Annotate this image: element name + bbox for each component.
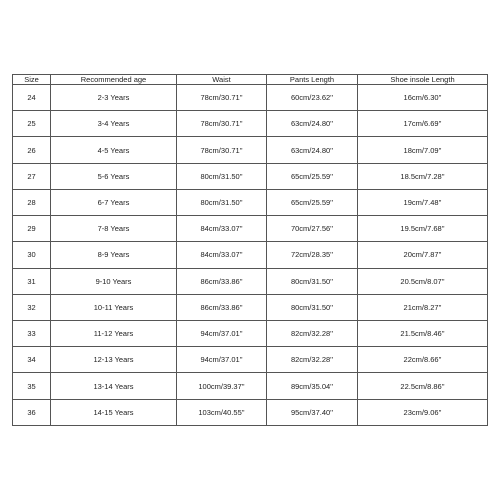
cell-pants-length: 63cm/24.80'' [267, 137, 358, 163]
table-body [13, 85, 488, 426]
table-row [13, 399, 488, 425]
cell-pants-length: 80cm/31.50'' [267, 268, 358, 294]
column-header-pants-length: Pants Length [267, 75, 358, 85]
cell-recommended-age: 10-11 Years [51, 294, 177, 320]
table-row [13, 347, 488, 373]
cell-waist: 94cm/37.01'' [177, 347, 267, 373]
cell-recommended-age: 6-7 Years [51, 189, 177, 215]
cell-waist: 100cm/39.37'' [177, 373, 267, 399]
cell-waist: 78cm/30.71'' [177, 111, 267, 137]
table-row [13, 242, 488, 268]
cell-pants-length: 80cm/31.50'' [267, 294, 358, 320]
cell-waist: 86cm/33.86'' [177, 268, 267, 294]
cell-recommended-age: 2-3 Years [51, 85, 177, 111]
cell-recommended-age: 13-14 Years [51, 373, 177, 399]
cell-waist: 78cm/30.71'' [177, 85, 267, 111]
table-row [13, 189, 488, 215]
cell-shoe-insole-length: 22.5cm/8.86'' [358, 373, 488, 399]
cell-recommended-age: 3-4 Years [51, 111, 177, 137]
cell-pants-length: 63cm/24.80'' [267, 111, 358, 137]
cell-shoe-insole-length: 21.5cm/8.46'' [358, 320, 488, 346]
cell-size: 31 [13, 268, 51, 294]
cell-waist: 84cm/33.07'' [177, 216, 267, 242]
cell-size: 33 [13, 320, 51, 346]
cell-size: 30 [13, 242, 51, 268]
table-row [13, 85, 488, 111]
table-row [13, 137, 488, 163]
cell-size: 28 [13, 189, 51, 215]
cell-waist: 84cm/33.07'' [177, 242, 267, 268]
cell-size: 35 [13, 373, 51, 399]
cell-shoe-insole-length: 16cm/6.30'' [358, 85, 488, 111]
cell-shoe-insole-length: 23cm/9.06'' [358, 399, 488, 425]
cell-recommended-age: 9-10 Years [51, 268, 177, 294]
cell-size: 34 [13, 347, 51, 373]
cell-recommended-age: 4-5 Years [51, 137, 177, 163]
cell-shoe-insole-length: 20.5cm/8.07'' [358, 268, 488, 294]
column-header-waist: Waist [177, 75, 267, 85]
cell-recommended-age: 7-8 Years [51, 216, 177, 242]
cell-pants-length: 65cm/25.59'' [267, 189, 358, 215]
cell-size: 27 [13, 163, 51, 189]
header-row [13, 75, 488, 85]
cell-waist: 80cm/31.50'' [177, 163, 267, 189]
cell-waist: 103cm/40.55'' [177, 399, 267, 425]
cell-size: 25 [13, 111, 51, 137]
table-row [13, 268, 488, 294]
cell-waist: 80cm/31.50'' [177, 189, 267, 215]
size-chart-table [12, 74, 488, 426]
table-row [13, 111, 488, 137]
cell-recommended-age: 12-13 Years [51, 347, 177, 373]
cell-shoe-insole-length: 20cm/7.87'' [358, 242, 488, 268]
table-row [13, 373, 488, 399]
cell-recommended-age: 5-6 Years [51, 163, 177, 189]
cell-pants-length: 70cm/27.56'' [267, 216, 358, 242]
cell-size: 36 [13, 399, 51, 425]
cell-size: 26 [13, 137, 51, 163]
table-row [13, 216, 488, 242]
cell-size: 32 [13, 294, 51, 320]
cell-shoe-insole-length: 18cm/7.09'' [358, 137, 488, 163]
cell-size: 24 [13, 85, 51, 111]
cell-pants-length: 82cm/32.28'' [267, 347, 358, 373]
cell-pants-length: 89cm/35.04'' [267, 373, 358, 399]
column-header-recommended-age: Recommended age [51, 75, 177, 85]
cell-shoe-insole-length: 18.5cm/7.28'' [358, 163, 488, 189]
table-header [13, 75, 488, 85]
cell-shoe-insole-length: 19cm/7.48'' [358, 189, 488, 215]
cell-pants-length: 60cm/23.62'' [267, 85, 358, 111]
cell-recommended-age: 11-12 Years [51, 320, 177, 346]
cell-pants-length: 95cm/37.40'' [267, 399, 358, 425]
cell-pants-length: 82cm/32.28'' [267, 320, 358, 346]
cell-waist: 94cm/37.01'' [177, 320, 267, 346]
cell-recommended-age: 8-9 Years [51, 242, 177, 268]
cell-shoe-insole-length: 19.5cm/7.68'' [358, 216, 488, 242]
column-header-size: Size [13, 75, 51, 85]
cell-waist: 86cm/33.86'' [177, 294, 267, 320]
column-header-shoe-insole-length: Shoe insole Length [358, 75, 488, 85]
cell-shoe-insole-length: 17cm/6.69'' [358, 111, 488, 137]
cell-shoe-insole-length: 21cm/8.27'' [358, 294, 488, 320]
table-row [13, 294, 488, 320]
cell-pants-length: 65cm/25.59'' [267, 163, 358, 189]
cell-size: 29 [13, 216, 51, 242]
table-row [13, 163, 488, 189]
cell-waist: 78cm/30.71'' [177, 137, 267, 163]
cell-recommended-age: 14-15 Years [51, 399, 177, 425]
cell-shoe-insole-length: 22cm/8.66'' [358, 347, 488, 373]
cell-pants-length: 72cm/28.35'' [267, 242, 358, 268]
table-row [13, 320, 488, 346]
